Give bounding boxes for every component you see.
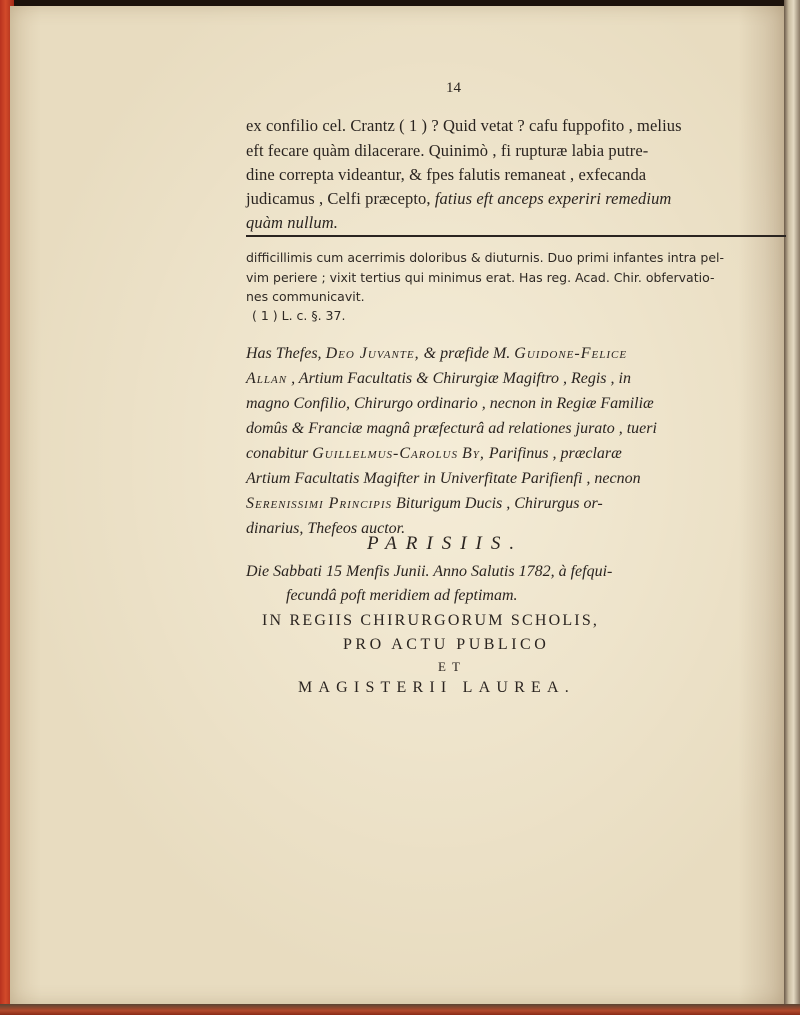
body-line-3: dine correpta videantur, & fpes falutis remaneat , exfecanda <box>246 165 647 184</box>
thesis-line-8: dinarius, Thefeos auctor. <box>246 520 406 537</box>
body-line-4-text: judicamus , Celfi præcepto, <box>246 189 431 208</box>
thesis-line-5-d: Parifinus , præclaræ <box>488 445 622 462</box>
body-line-4 <box>246 189 671 209</box>
footnote-rule <box>246 235 786 237</box>
place-heading: PARISIIS. <box>367 533 524 554</box>
thesis-line-5 <box>246 445 622 463</box>
thesis-line-1-d: Guidone-Felice <box>514 345 628 362</box>
cover-bottom-edge <box>0 1004 800 1015</box>
footnote-line-2: vim periere ; vixit tertius qui minimus erat. Has reg. Acad. Chir. obfervatio- <box>246 270 715 285</box>
thesis-line-5-c: By, <box>462 445 485 462</box>
thesis-line-2-a: Allan <box>246 370 288 387</box>
page-edge-right <box>784 0 800 1015</box>
body-line-4-quote: fatius eft anceps experiri remedium <box>434 189 672 208</box>
magisterii-line: MAGISTERII LAUREA. <box>298 679 575 696</box>
date-line-2: fecundâ poft meridiem ad feptimam. <box>286 587 518 604</box>
thesis-line-1-a: Has Thefes, <box>246 345 322 362</box>
body-line-1: ex confilio cel. Crantz ( 1 ) ? Quid vetat ? cafu fuppofito , melius <box>246 116 682 135</box>
footnote-reference: ( 1 ) L. c. §. 37. <box>252 308 346 323</box>
thesis-line-7-a: Serenissimi Principis <box>246 495 393 512</box>
thesis-line-1-b: Deo Juvante, <box>325 345 420 362</box>
footnote-line-1: difficillimis cum acerrimis doloribus & diuturnis. Duo primi infantes intra pel- <box>246 250 725 265</box>
thesis-line-1 <box>246 345 627 363</box>
thesis-line-7 <box>246 495 603 513</box>
thesis-line-1-c: & præfide M. <box>423 345 511 362</box>
body-line-5: quàm nullum. <box>246 213 338 232</box>
thesis-line-3: magno Confilio, Chirurgo ordinario , necnon in Regiæ Familiæ <box>246 395 654 412</box>
thesis-line-7-b: Biturigum Ducis , Chirurgus or- <box>396 495 603 512</box>
thesis-line-5-b: Guillelmus-Carolus <box>312 445 459 462</box>
body-line-2: eft fecare quàm dilacerare. Quinimò , fi rupturæ labia putre- <box>246 141 649 160</box>
pro-actu-line: PRO ACTU PUBLICO <box>343 636 550 653</box>
date-line-1: Die Sabbati 15 Menfis Junii. Anno Salutis 1782, à fefqui- <box>246 563 613 580</box>
thesis-line-2 <box>246 370 631 388</box>
thesis-line-6: Artium Facultatis Magifter in Univerfitate Parifienfi , necnon <box>246 470 641 487</box>
footnote-line-3: nes communicavit. <box>246 289 365 304</box>
page-number: 14 <box>446 80 461 96</box>
et-line: ET <box>438 659 466 674</box>
thesis-line-5-a: conabitur <box>246 445 309 462</box>
regiis-line: IN REGIIS CHIRURGORUM SCHOLIS, <box>262 612 600 629</box>
thesis-line-2-b: , Artium Facultatis & Chirurgiæ Magiftro , Regis , in <box>291 370 631 387</box>
thesis-line-4: domûs & Franciæ magnâ præfecturâ ad relationes jurato , tueri <box>246 420 657 437</box>
